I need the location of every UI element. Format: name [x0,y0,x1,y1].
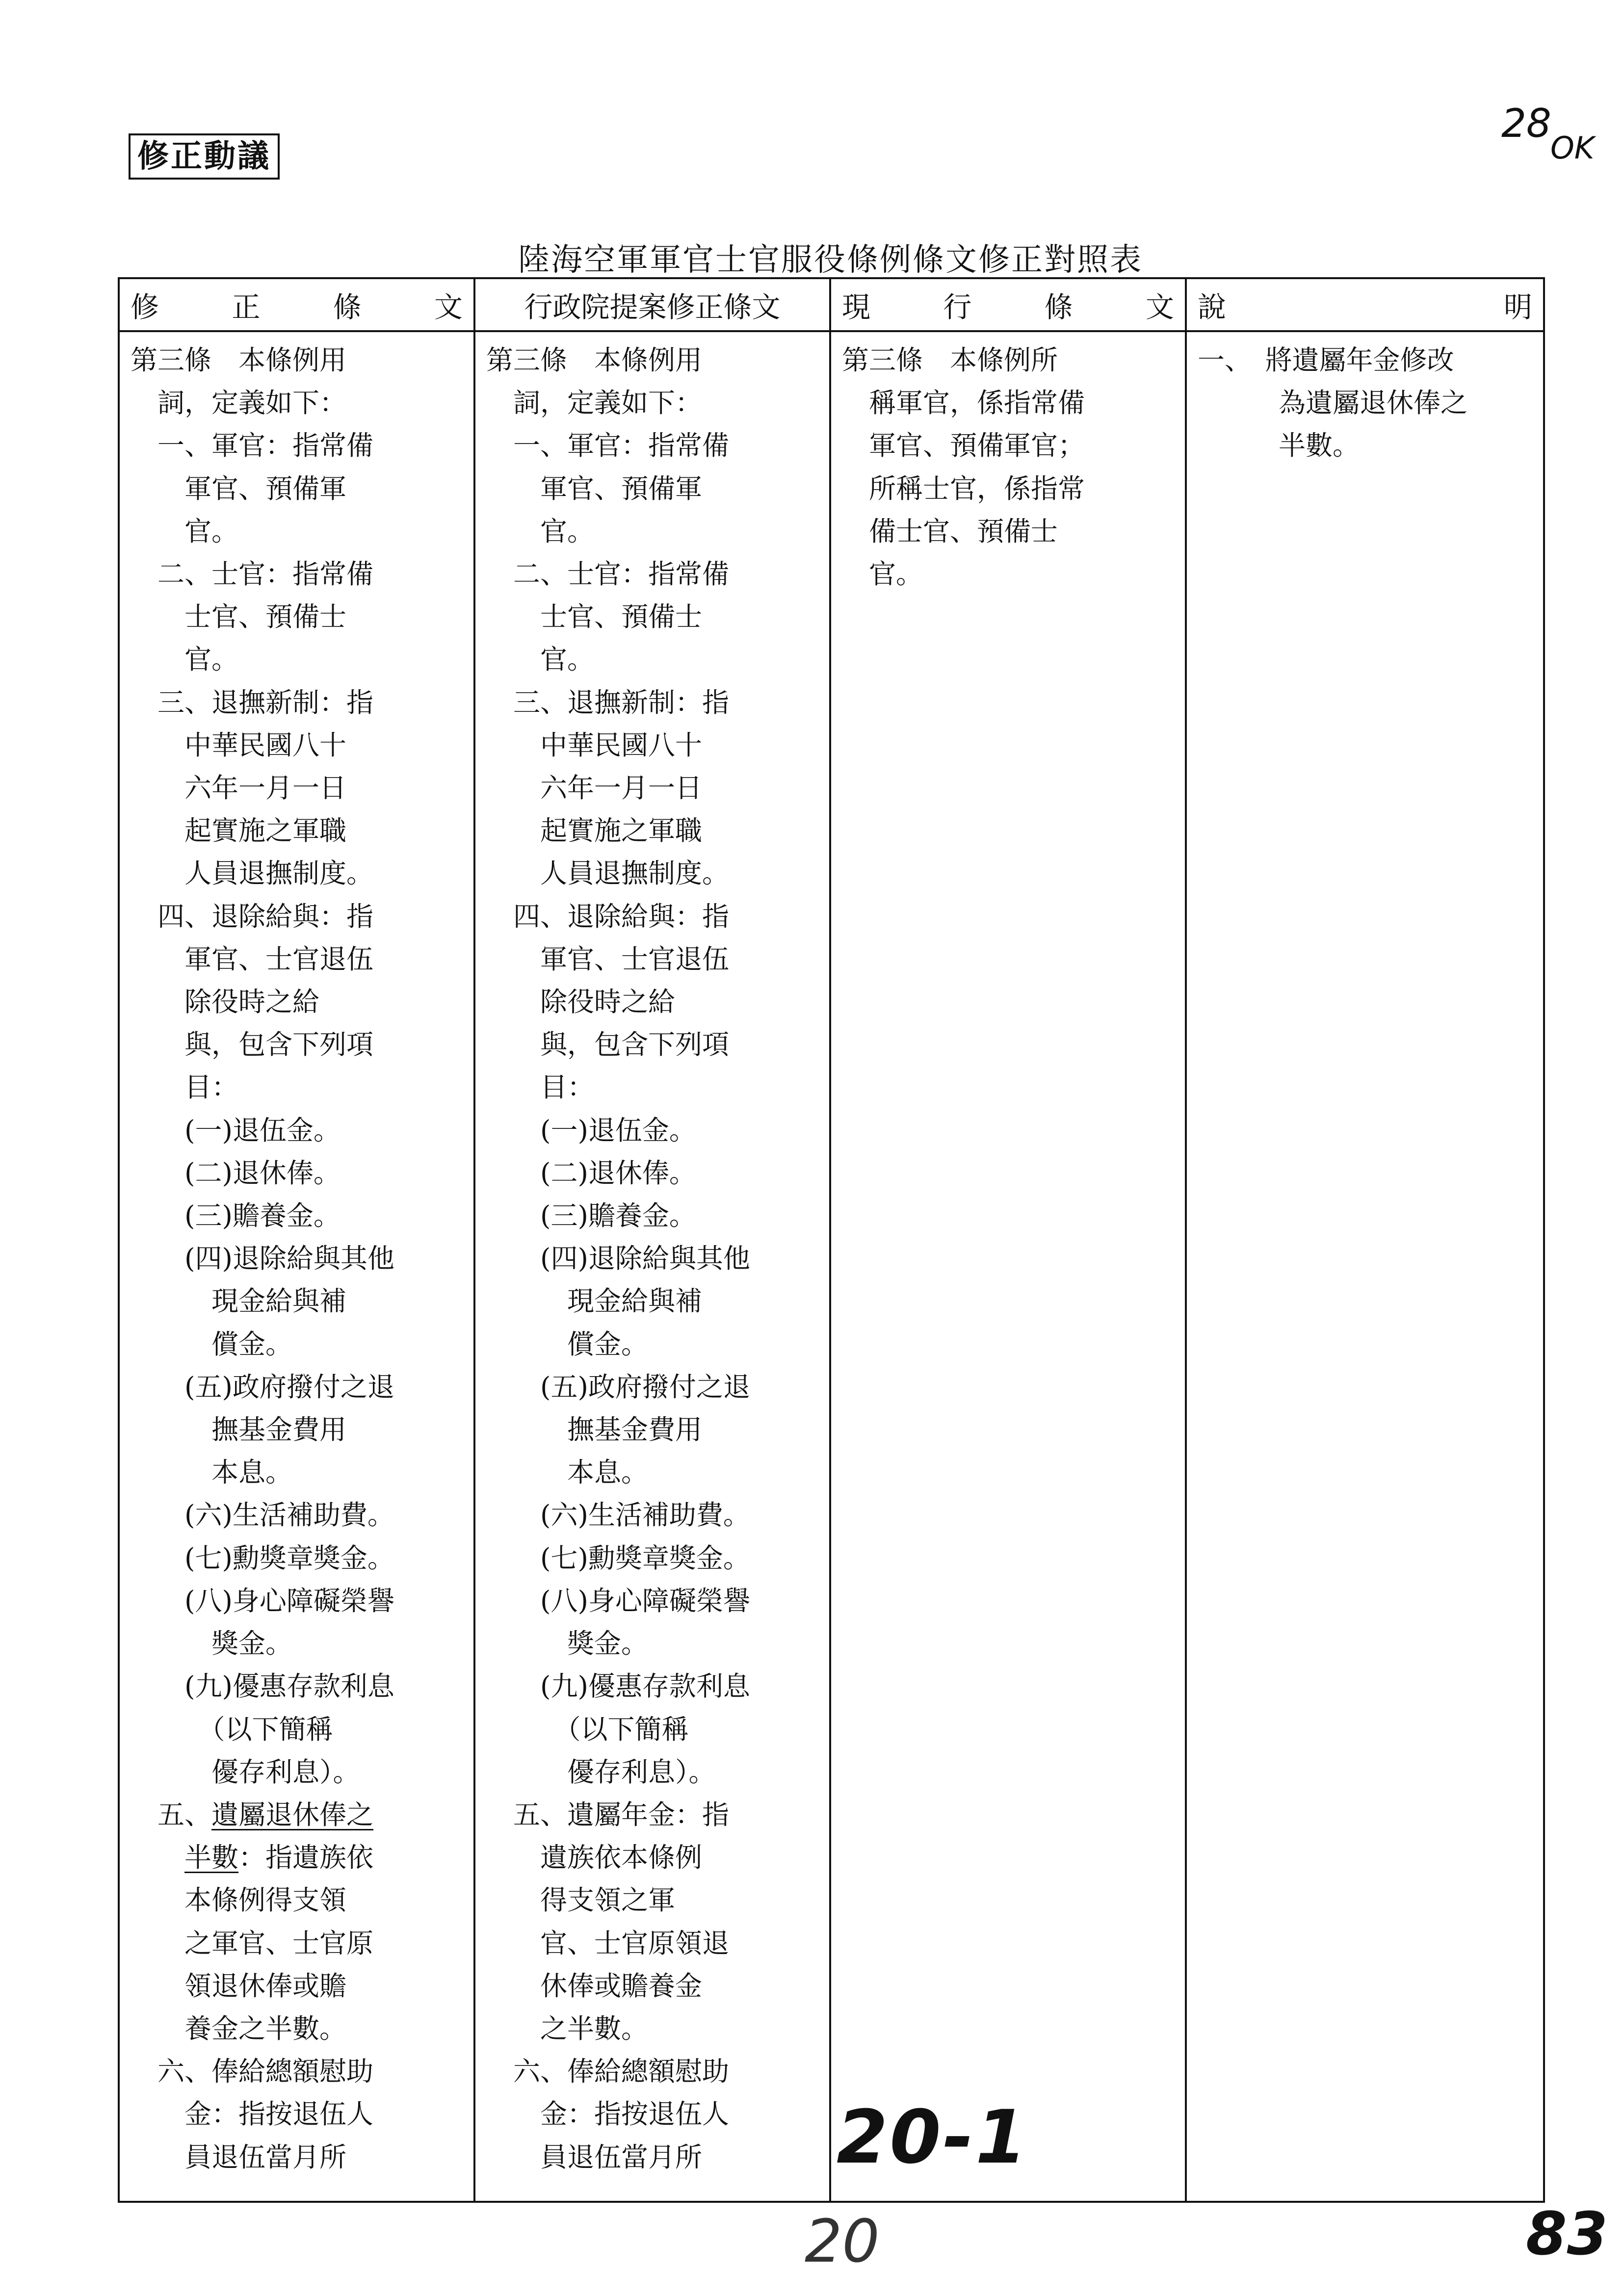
text-line: 撫基金費用 [486,1414,703,1446]
text-line: 詞，定義如下： [131,387,347,419]
text-line: 本息。 [486,1457,649,1488]
text-line: 半數。 [1198,430,1360,462]
text-line: 五、遺屬退休俸之 [131,1799,374,1830]
text-line: 軍官、預備軍 [486,472,703,504]
text-line: 五、遺屬年金：指 [486,1799,730,1830]
text-line: 目： [131,1071,239,1103]
text-line: 第三條 本條例用 [131,344,347,376]
text-line: 一、軍官：指常備 [486,430,730,462]
text-line: (七)勳獎章獎金。 [486,1542,750,1574]
text-line: 四、退除給與：指 [486,900,730,932]
document-title: 陸海空軍軍官士官服役條例條文修正對照表 [518,242,1143,278]
header-current: 現 行 條 文 [830,278,1186,331]
text-line: 六年一月一日 [486,772,703,804]
executive-lines [486,339,824,2179]
text-line: 本條例得支領 [131,1884,347,1916]
text-line: 撫基金費用 [131,1414,347,1446]
text-line: 軍官、士官退伍 [486,943,730,975]
text-line: 第三條 本條例用 [486,344,703,376]
text-line: 除役時之給 [486,986,676,1018]
text-line: 中華民國八十 [486,729,703,761]
text-line: 之軍官、士官原 [131,1927,374,1959]
text-line: 詞，定義如下： [486,387,703,419]
text-line: 二、士官：指常備 [486,558,730,590]
text-line: 六、俸給總額慰助 [486,2056,730,2087]
text-line: (五)政府撥付之退 [486,1371,750,1403]
current-lines [842,339,1180,596]
text-line: (二)退休俸。 [131,1157,341,1189]
text-line: 軍官、士官退伍 [131,943,374,975]
text-line: (八)身心障礙榮譽 [131,1585,394,1617]
text-line: 金：指按退伍人 [131,2098,374,2130]
text-line: 官、士官原領退 [486,1927,730,1959]
text-line: (四)退除給與其他 [486,1243,750,1275]
text-line: 一、軍官：指常備 [131,430,374,462]
text-line: 二、士官：指常備 [131,558,374,590]
text-line: 之半數。 [486,2012,649,2044]
text-line: 養金之半數。 [131,2012,347,2044]
text-line: 六年一月一日 [131,772,347,804]
text-line: 官。 [842,558,923,590]
text-line: 員退伍當月所 [486,2141,703,2173]
text-line: 目： [486,1071,595,1103]
motion-label: 修正動議 [129,133,280,180]
text-line: 員退伍當月所 [131,2141,347,2173]
handwritten-stamp: 20-1 [837,2095,1029,2180]
text-line: 除役時之給 [131,986,320,1018]
revised-text-cell [119,331,474,2202]
text-line: 償金。 [131,1328,293,1360]
text-line: 為遺屬退休俸之 [1198,387,1468,419]
text-line: 遺族依本條例 [486,1842,703,1874]
text-line: 官。 [486,644,595,676]
revised-lines [131,339,469,2179]
text-line: (八)身心障礙榮譽 [486,1585,750,1617]
text-line: 獎金。 [131,1628,293,1660]
text-line: 優存利息）。 [131,1756,360,1788]
text-line: 休俸或贍養金 [486,1970,703,2002]
text-line: 所稱士官，係指常 [842,472,1085,504]
text-line: (九)優惠存款利息 [131,1670,394,1702]
text-line: 軍官、預備軍 [131,472,347,504]
text-line: 士官、預備士 [131,601,347,633]
text-line: （以下簡稱 [486,1713,689,1745]
text-line: 償金。 [486,1328,649,1360]
text-line: (六)生活補助費。 [486,1499,750,1531]
text-line: 中華民國八十 [131,729,347,761]
text-line: 人員退撫制度。 [131,858,374,889]
text-line: 與，包含下列項 [131,1029,374,1061]
text-line: 起實施之軍職 [131,815,347,847]
text-line: 金：指按退伍人 [486,2098,730,2130]
header-revised: 修 正 條 文 [119,278,474,331]
handwritten-ok: OK [1550,130,1595,166]
text-line: 備士官、預備士 [842,515,1058,547]
header-explain: 說 明 [1186,278,1544,331]
text-line: (五)政府撥付之退 [131,1371,394,1403]
text-line: 士官、預備士 [486,601,703,633]
text-line: 三、退撫新制：指 [131,686,374,718]
text-line: (一)退伍金。 [131,1114,341,1146]
current-text-cell [830,331,1186,2202]
text-line: (七)勳獎章獎金。 [131,1542,394,1574]
text-line: (二)退休俸。 [486,1157,696,1189]
text-line: （以下簡稱 [131,1713,333,1745]
handwritten-bottom: 20 [805,2208,880,2276]
header-row [119,278,1544,331]
text-line: 稱軍官，係指常備 [842,387,1085,419]
comparison-table [118,277,1545,2203]
text-line: 半數：指遺族依 [184,1842,374,1874]
text-line: 本息。 [131,1457,293,1488]
text-line: 獎金。 [486,1628,649,1660]
text-line: (一)退伍金。 [486,1114,696,1146]
text-line: (三)贍養金。 [131,1200,341,1232]
text-line: 領退休俸或贍 [131,1970,347,2002]
text-line: (六)生活補助費。 [131,1499,394,1531]
explanation-cell [1186,331,1544,2202]
header-executive: 行政院提案修正條文 [474,278,830,331]
text-line: 起實施之軍職 [486,815,703,847]
text-line: 現金給與補 [486,1285,703,1317]
text-line: 三、退撫新制：指 [486,686,730,718]
text-line: (四)退除給與其他 [131,1243,394,1275]
text-line: (九)優惠存款利息 [486,1670,750,1702]
text-line: (三)贍養金。 [486,1200,696,1232]
text-line: 官。 [131,644,239,676]
text-line: 官。 [486,515,595,547]
text-line: 與，包含下列項 [486,1029,730,1061]
text-line: 官。 [131,515,239,547]
body-row [119,331,1544,2202]
text-line: 一、 將遺屬年金修改 [1198,344,1454,376]
text-line: 現金給與補 [131,1285,347,1317]
text-line: 優存利息）。 [486,1756,716,1788]
page-number: 83 [1526,2200,1608,2269]
explanation-lines [1198,339,1538,468]
text-line: 第三條 本條例所 [842,344,1058,376]
handwritten-number: 28 [1501,101,1551,146]
text-line: 四、退除給與：指 [131,900,374,932]
text-line: 得支領之軍 [486,1884,676,1916]
text-line: 人員退撫制度。 [486,858,730,889]
text-line: 軍官、預備軍官； [842,430,1085,462]
executive-text-cell [474,331,830,2202]
text-line: 六、俸給總額慰助 [131,2056,374,2087]
